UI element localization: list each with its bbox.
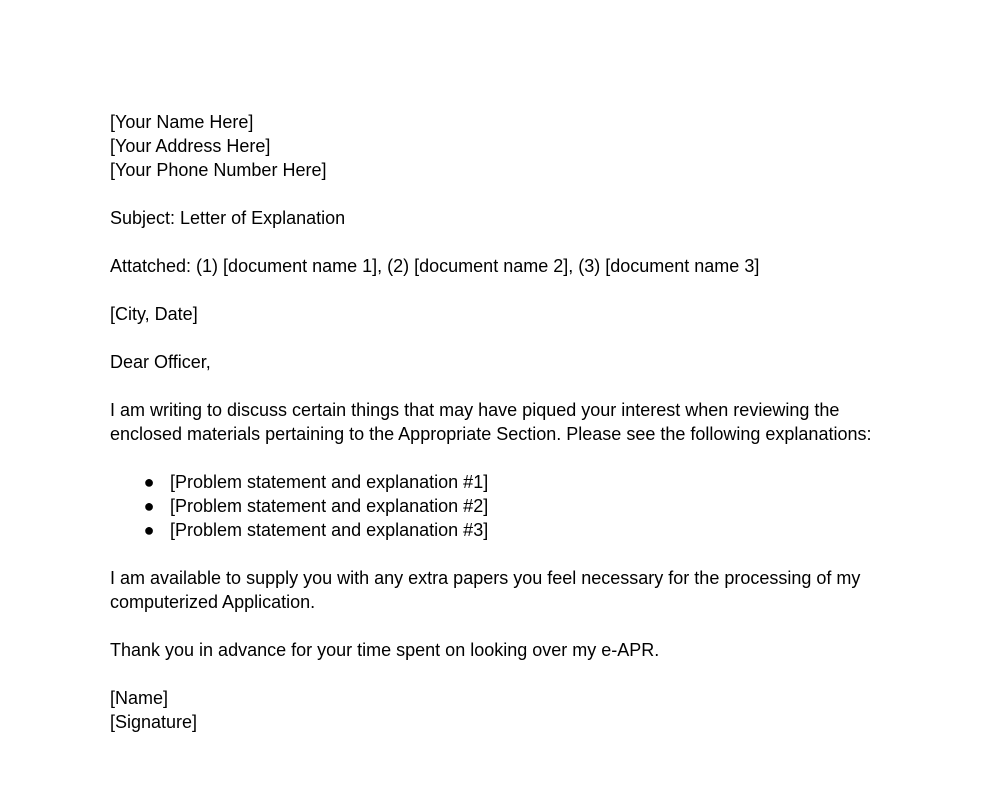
subject-line: Subject: Letter of Explanation	[110, 208, 346, 228]
thanks-line: Thank you in advance for your time spent on looking over my e-APR.	[110, 640, 660, 660]
closing-name: [Name]	[110, 688, 169, 708]
closing-block	[110, 686, 950, 734]
problem-text-1: [Problem statement and explanation #1]	[170, 472, 489, 492]
salutation: Dear Officer,	[110, 352, 211, 372]
spacer	[110, 446, 950, 470]
problem-list	[110, 470, 950, 542]
sender-address: [Your Address Here]	[110, 136, 271, 156]
availability-paragraph	[110, 566, 950, 614]
problem-text-3: [Problem statement and explanation #3]	[170, 520, 489, 540]
letter-page	[110, 110, 950, 734]
availability-line-1: I am available to supply you with any extra papers you feel necessary for the processing of my	[110, 568, 861, 588]
intro-paragraph	[110, 398, 950, 446]
list-item	[110, 518, 950, 542]
sender-block	[110, 110, 950, 182]
attached-line: Attatched: (1) [document name 1], (2) [document name 2], (3) [document name 3]	[110, 256, 760, 276]
bullet-icon: ●	[143, 472, 155, 492]
list-item	[110, 470, 950, 494]
bullet-icon: ●	[143, 496, 155, 516]
city-date: [City, Date]	[110, 304, 198, 324]
sender-name: [Your Name Here]	[110, 112, 254, 132]
spacer	[110, 230, 950, 254]
spacer	[110, 182, 950, 206]
list-item	[110, 494, 950, 518]
availability-line-2: computerized Application.	[110, 592, 316, 612]
closing-signature: [Signature]	[110, 712, 198, 732]
spacer	[110, 662, 950, 686]
spacer	[110, 326, 950, 350]
spacer	[110, 542, 950, 566]
spacer	[110, 374, 950, 398]
spacer	[110, 614, 950, 638]
problem-text-2: [Problem statement and explanation #2]	[170, 496, 489, 516]
sender-phone: [Your Phone Number Here]	[110, 160, 327, 180]
intro-line-1: I am writing to discuss certain things that may have piqued your interest when reviewing the	[110, 400, 840, 420]
bullet-icon: ●	[143, 520, 155, 540]
spacer	[110, 278, 950, 302]
intro-line-2: enclosed materials pertaining to the Appropriate Section. Please see the following explanations:	[110, 424, 872, 444]
